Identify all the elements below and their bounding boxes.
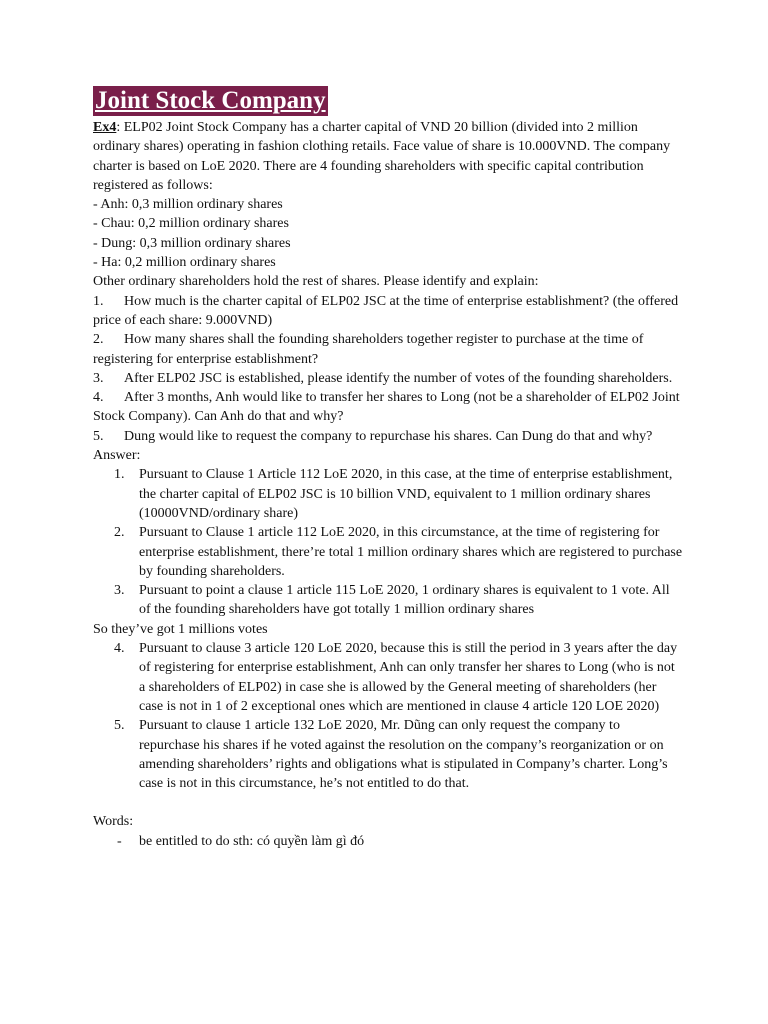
question-text: After ELP02 JSC is established, please identify the number of votes of the founding shareholders. (124, 370, 673, 386)
document-content (93, 86, 683, 851)
exercise-label: Ex4 (93, 120, 117, 135)
answer-text: Pursuant to Clause 1 Article 112 LoE 2020, in this case, at the time of enterprise establishment, the charter capital of ELP02 JSC is 10 billion VND, equivalent to 1 million ordinary shares (10000VND/ordinary share) (139, 467, 673, 521)
answer-text: Pursuant to Clause 1 article 112 LoE 2020, in this circumstance, at the time of registering for enterprise establishment, there’re total 1 million ordinary shares which are registered to purchase by founding shareholders. (139, 525, 683, 579)
answer-item (93, 465, 683, 523)
answer-label: Answer: (93, 448, 141, 464)
answer-text: Pursuant to clause 3 article 120 LoE 2020, because this is still the period in 3 years after the day of registering for enterprise establishment, Anh can only transfer her shares to Long (who is not a shareholders of ELP02) in case she is allowed by the General meeting of shareholders (her case is not in 1 of 2 exceptional ones which are mentioned in clause 4 article 120 LOE 2020) (139, 641, 678, 714)
exercise-intro (93, 118, 683, 195)
shareholder-line: - Ha: 0,2 million ordinary shares (93, 255, 276, 271)
answer-number: 5. (114, 718, 125, 734)
shareholder-line: - Dung: 0,3 million ordinary shares (93, 235, 291, 251)
answer-number: 4. (114, 641, 125, 657)
question-item (93, 427, 683, 446)
shareholder-line: - Chau: 0,2 million ordinary shares (93, 216, 289, 232)
other-shareholders-line: Other ordinary shareholders hold the rest of shares. Please identify and explain: (93, 274, 539, 290)
page-title: Joint Stock Company (95, 87, 326, 114)
answer-number: 3. (114, 583, 125, 599)
answer-item (93, 523, 683, 581)
votes-line: So they’ve got 1 millions votes (93, 621, 268, 637)
blank-line (93, 793, 683, 812)
answer-item (93, 639, 683, 716)
question-item (93, 330, 683, 369)
question-text: Dung would like to request the company to repurchase his shares. Can Dung do that and why? (124, 428, 653, 444)
answer-number: 1. (114, 467, 125, 483)
vocab-text: be entitled to do sth: có quyền làm gì đó (139, 833, 365, 849)
answer-item (93, 716, 683, 793)
shareholder-line: - Anh: 0,3 million ordinary shares (93, 197, 283, 213)
question-item (93, 388, 683, 427)
question-item (93, 292, 683, 331)
question-number: 1. (93, 293, 104, 309)
question-number: 4. (93, 390, 104, 406)
words-label: Words: (93, 814, 134, 830)
answer-number: 2. (114, 525, 125, 541)
answer-text: Pursuant to point a clause 1 article 115 LoE 2020, 1 ordinary shares is equivalent to 1 vote. All of the founding shareholders have got totally 1 million ordinary shares (139, 583, 670, 618)
dash-marker: - (117, 833, 122, 849)
question-item (93, 369, 683, 388)
question-text: How much is the charter capital of ELP02 JSC at the time of enterprise establishment? (the offered price of each share: 9.000VND) (93, 293, 679, 328)
question-number: 2. (93, 332, 104, 348)
answer-text: Pursuant to clause 1 article 132 LoE 2020, Mr. Dũng can only request the company to repurchase his shares if he voted against the resolution on the company’s reorganization or on amending shareholders’ rights and obligations what is stipulated in Company’s charter. Long’s case is not in this circumstance, he’s not entitled to do that. (139, 718, 668, 792)
vocab-item (93, 832, 683, 851)
intro-text: : ELP02 Joint Stock Company has a charter capital of VND 20 billion (divided into 2 million ordinary shares) operating in fashion clothing retails. Face value of share is 10.000VND. The company charter is based on LoE 2020. There are 4 founding shareholders with specific capital contribution registered as follows: (93, 120, 671, 193)
question-text: How many shares shall the founding shareholders together register to purchase at the time of registering for enterprise establishment? (93, 332, 644, 367)
question-number: 5. (93, 428, 104, 444)
answer-item (93, 581, 683, 620)
question-text: After 3 months, Anh would like to transfer her shares to Long (not be a shareholder of ELP02 Joint Stock Company). Can Anh do that and why? (93, 390, 680, 425)
question-number: 3. (93, 370, 104, 386)
